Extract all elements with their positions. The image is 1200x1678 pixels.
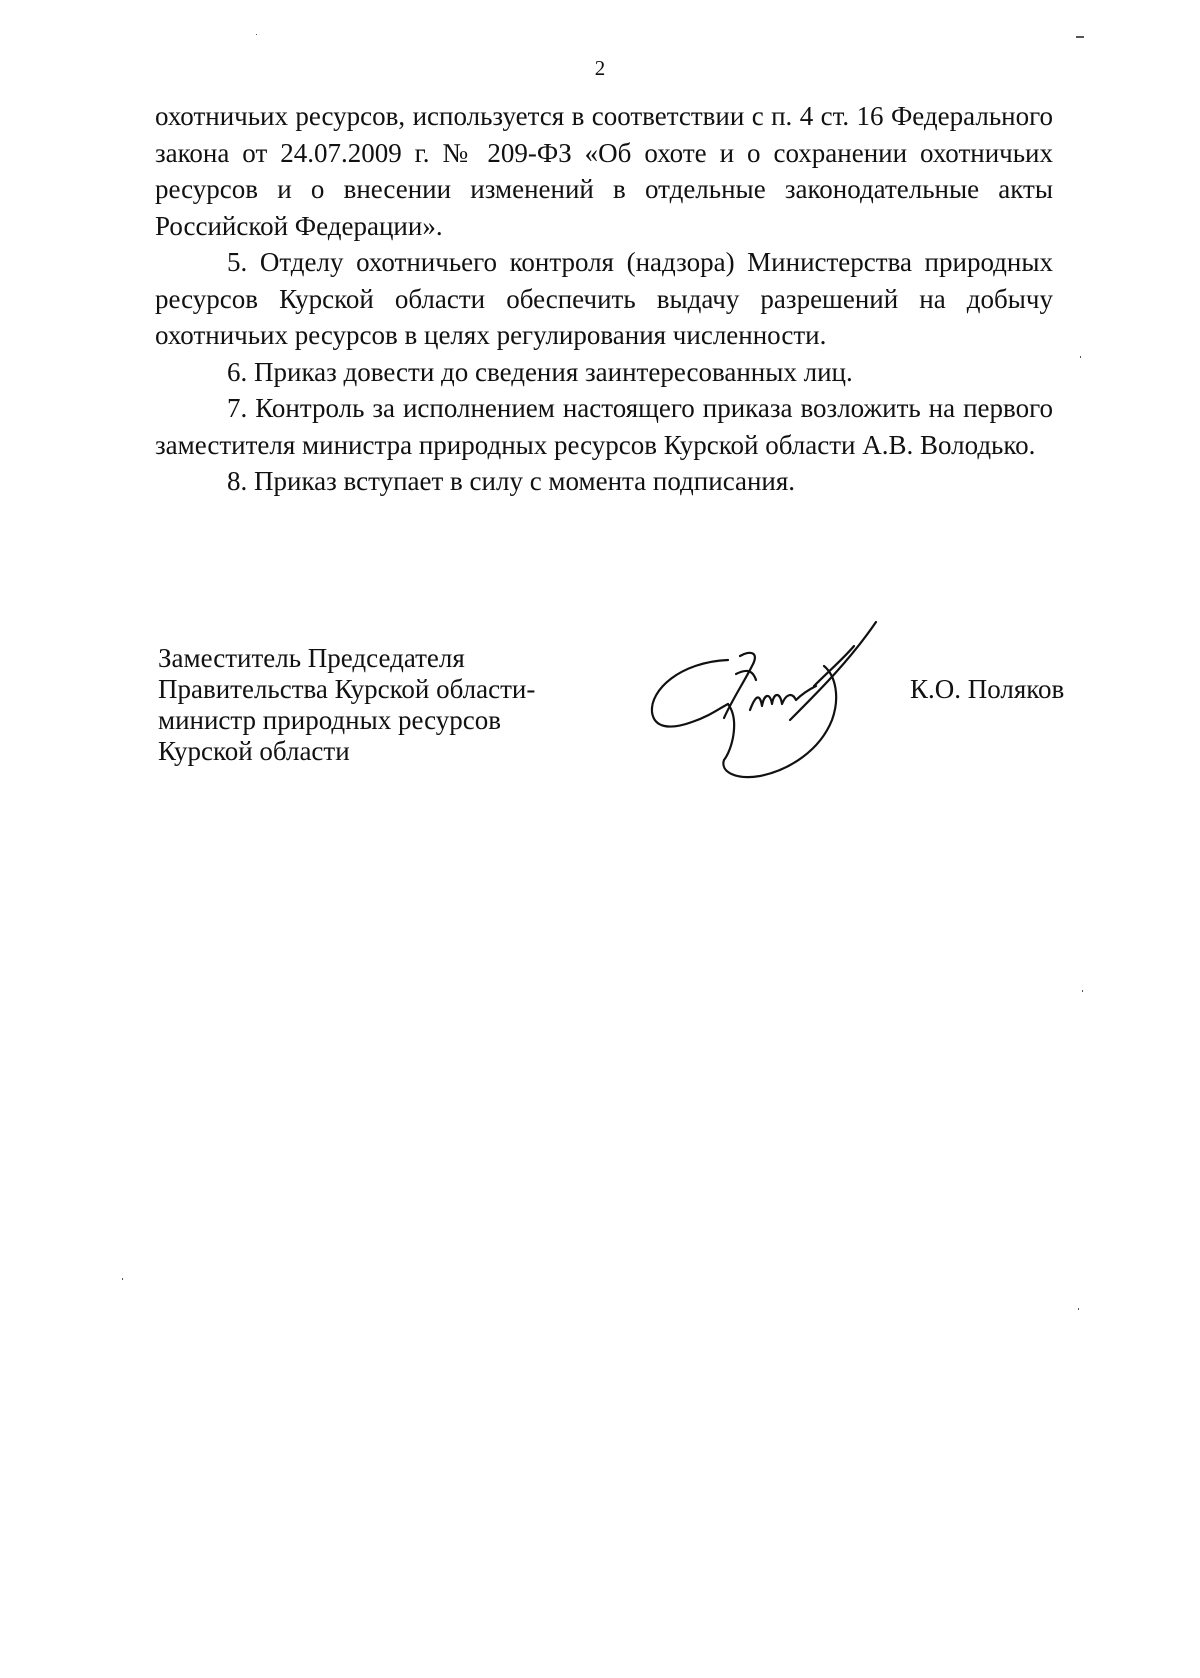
signatory-title — [158, 643, 535, 767]
scan-speck — [1078, 1308, 1079, 1310]
document-body — [155, 98, 1053, 500]
page-number: 2 — [594, 56, 606, 80]
signatory-title-line: Правительства Курской области- — [158, 674, 536, 704]
scan-speck — [256, 34, 257, 35]
scan-speck — [122, 1278, 123, 1280]
paragraph-item-5: 5. Отделу охотничьего контроля (надзора) Министерства природных ресурсов Курской области обеспечить выдачу разрешений на добычу охотничьих ресурсов в целях регулирования численности. — [155, 247, 1053, 350]
paragraph-item-7: 7. Контроль за исполнением настоящего приказа возложить на первого заместителя министра природных ресурсов Курской области А.В. Володько. — [155, 393, 1053, 460]
signatory-title-line: министр природных ресурсов — [158, 705, 502, 735]
signatory-title-line: Курской области — [158, 736, 350, 766]
paragraph-continuation: охотничьих ресурсов, используется в соответствии с п. 4 ст. 16 Федерального закона от 24.07.2009 г. № 209-ФЗ «Об охоте и о сохранении охотничьих ресурсов и о внесении изменений в отдельные законодательные акты Российской Федерации». — [155, 101, 1053, 241]
signatory-title-line: Заместитель Председателя — [158, 643, 465, 673]
signer-name: К.О. Поляков — [910, 674, 1065, 704]
scan-speck — [1076, 36, 1084, 38]
paragraph-item-8: 8. Приказ вступает в силу с момента подписания. — [227, 466, 796, 496]
scan-speck — [1082, 990, 1083, 992]
paragraph-item-6: 6. Приказ довести до сведения заинтересованных лиц. — [227, 356, 853, 387]
scan-speck — [1080, 356, 1081, 358]
handwritten-signature — [640, 620, 910, 780]
